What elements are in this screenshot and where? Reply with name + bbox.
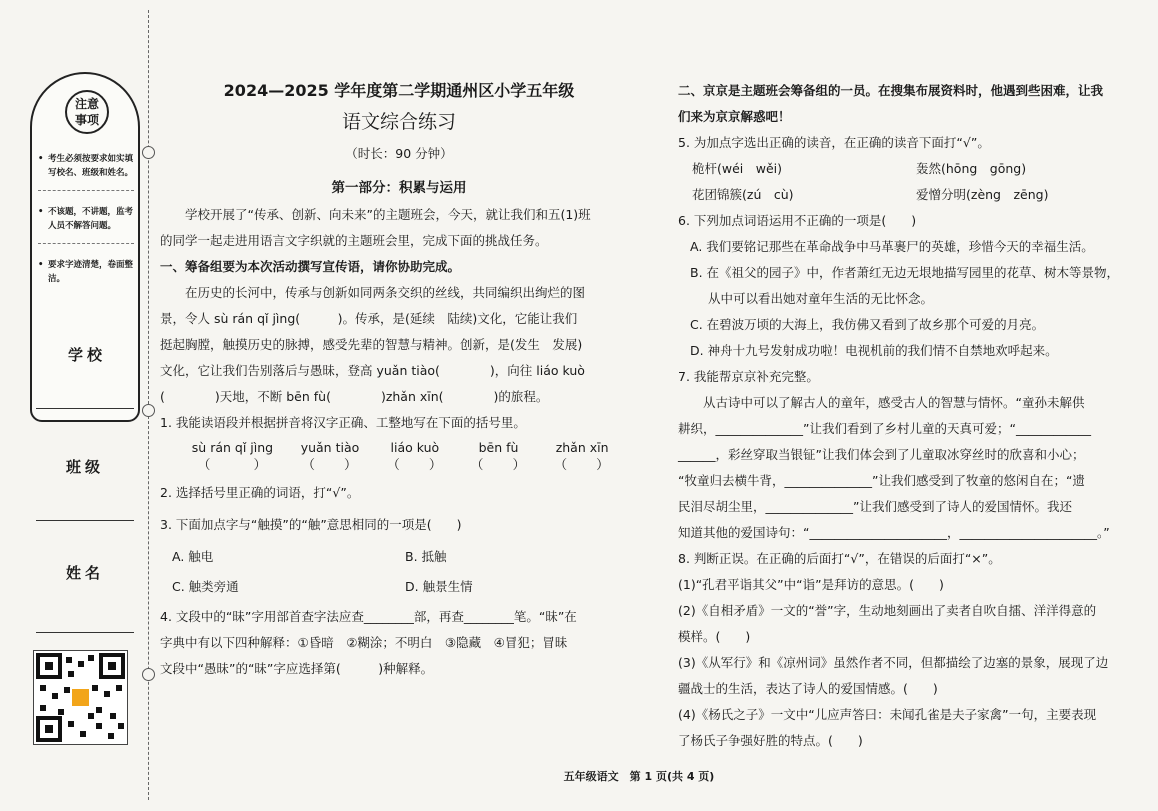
q5-item[interactable]: 花团锦簇(zú cù) <box>692 187 794 202</box>
binding-hole <box>142 668 155 681</box>
q6-option-c[interactable]: C. 在碧波万顷的大海上，我仿佛又看到了故乡那个可爱的月亮。 <box>690 317 1045 332</box>
question-5: 5. 为加点字选出正确的读音，在正确的读音下面打“√”。 <box>678 135 990 150</box>
pinyin-item <box>301 440 360 474</box>
answer-box[interactable]: （ ） <box>554 458 611 473</box>
badge-line-2: 事项 <box>74 113 99 127</box>
question-2: 2. 选择括号里正确的词语，打“√”。 <box>160 485 360 500</box>
section2-heading-cont: 们来为京京解惑吧！ <box>678 109 791 124</box>
pinyin-item <box>387 440 443 474</box>
q8-item-cont: 模样。( ) <box>678 629 751 644</box>
q7-line[interactable]: “牧童归去横牛背，______________”让我们感受到了牧童的悠闲自在；“遗 <box>678 473 1085 488</box>
q8-item[interactable]: (3)《从军行》和《凉州词》虽然作者不同，但都描绘了边塞的景象，展现了边 <box>678 655 1109 670</box>
left-column <box>160 78 638 682</box>
section1-heading: 一、筹备组要为本次活动撰写宣传语，请你协助完成。 <box>160 259 461 274</box>
question-8: 8. 判断正误。在正确的后面打“√”，在错误的后面打“×”。 <box>678 551 1001 566</box>
answer-box[interactable]: （ ） <box>386 458 443 473</box>
q6-option-d[interactable]: D. 神舟十九号发射成功啦！电视机前的我们情不自禁地欢呼起来。 <box>690 343 1058 358</box>
part1-title: 第一部分：积累与运用 <box>331 180 467 196</box>
pinyin-text: liáo kuò <box>390 440 440 455</box>
q5-item[interactable]: 爱憎分明(zèng zēng) <box>916 187 1049 202</box>
q8-item-cont: 了杨氏子争强好胜的特点。( ) <box>678 733 863 748</box>
q3-options-row <box>160 574 638 600</box>
q6-option-b[interactable]: B. 在《祖父的园子》中，作者萧红无边无垠地描写园里的花草、树木等景物， <box>690 265 1120 280</box>
pinyin-text: sù rán qǐ jìng <box>191 440 274 455</box>
passage-line: ( )天地，不断 bēn fù( )zhǎn xīn( )的旅程。 <box>160 389 549 404</box>
badge-line-1: 注意 <box>74 97 99 111</box>
intro-line: 学校开展了“传承、创新、向未来”的主题班会，今天，就让我们和五(1)班 <box>185 207 591 222</box>
passage-line: 在历史的长河中，传承与创新如同两条交织的丝线，共同编织出绚烂的图 <box>185 285 586 300</box>
class-field[interactable] <box>36 520 134 521</box>
q8-item[interactable]: (4)《杨氏之子》一文中“儿应声答曰：未闻孔雀是夫子家禽”一句，主要表现 <box>678 707 1097 722</box>
name-field[interactable] <box>36 632 134 633</box>
binding-hole <box>142 404 155 417</box>
question-1: 1. 我能读语段并根据拼音将汉字正确、工整地写在下面的括号里。 <box>160 415 526 430</box>
q5-items <box>678 156 1140 208</box>
qr-code <box>33 650 128 745</box>
q6-option-a[interactable]: A. 我们要铭记那些在革命战争中马革裹尸的英雄，珍惜今天的幸福生活。 <box>690 239 1094 254</box>
notice-list <box>38 152 134 310</box>
passage-line: 挺起胸膛，触摸历史的脉搏，感受先辈的智慧与精神。创新，是(发生 发展) <box>160 337 583 352</box>
q3-options-row <box>160 544 638 570</box>
q3-option-b[interactable]: B. 抵触 <box>405 549 447 564</box>
question-3: 3. 下面加点字与“触摸”的“触”意思相同的一项是( ) <box>160 517 462 532</box>
page-footer: 五年级语文 第 1 页(共 4 页) <box>563 770 715 783</box>
q8-item[interactable]: (1)“孔君平诣其父”中“诣”是拜访的意思。( ) <box>678 577 944 592</box>
q3-option-c[interactable]: C. 触类旁通 <box>172 579 239 594</box>
question-4-line: 字典中有以下四种解释：①昏暗 ②糊涂；不明白 ③隐藏 ④冒犯；冒昧 <box>160 635 568 650</box>
q3-option-d[interactable]: D. 触景生情 <box>405 579 473 594</box>
q5-item[interactable]: 轰然(hōng gōng) <box>916 161 1027 176</box>
q8-item-cont: 疆战士的生活，表达了诗人的爱国情感。( ) <box>678 681 938 696</box>
pinyin-text: bēn fù <box>478 440 519 455</box>
answer-box[interactable]: （ ） <box>197 458 268 473</box>
exam-title: 2024—2025 学年度第二学期通州区小学五年级 <box>223 81 575 100</box>
binding-hole <box>142 146 155 159</box>
q8-item[interactable]: (2)《自相矛盾》一文的“誉”字，生动地刻画出了卖者自吹自擂、洋洋得意的 <box>678 603 1097 618</box>
notice-item: • 不该题，不讲题，监考人员不解答问题。 <box>38 205 134 244</box>
notice-panel <box>30 72 140 422</box>
q7-line[interactable]: ______，彩丝穿取当银钲”让我们体会到了儿童取冰穿丝时的欣喜和小心； <box>678 447 1085 462</box>
section2-heading: 二、京京是主题班会筹备组的一员。在搜集布展资料时，他遇到些困难，让我 <box>678 83 1104 98</box>
sidebar <box>30 72 140 752</box>
question-4-line: 文段中“愚昧”的“昧”字应选择第( )种解释。 <box>160 661 434 676</box>
class-label: 班级 <box>65 458 104 476</box>
q7-line: 从古诗中可以了解古人的童年，感受古人的智慧与情怀。“童孙未解供 <box>703 395 1085 410</box>
pinyin-item <box>554 440 610 474</box>
exam-subtitle: 语文综合练习 <box>341 111 456 133</box>
notice-item: • 考生必须按要求如实填写校名、班级和姓名。 <box>38 152 134 191</box>
right-column <box>678 78 1140 754</box>
answer-box[interactable]: （ ） <box>470 458 527 473</box>
q7-line[interactable]: 民泪尽胡尘里，______________”让我们感受到了诗人的爱国情怀。我还 <box>678 499 1072 514</box>
intro-line: 的同学一起走进用语言文字织就的主题班会里，完成下面的挑战任务。 <box>160 233 548 248</box>
qr-code-graphic <box>34 651 127 744</box>
pinyin-text: zhǎn xīn <box>555 440 609 455</box>
notice-badge <box>65 90 109 134</box>
q7-line[interactable]: 耕织，______________”让我们看到了乡村儿童的天真可爱；“____________ <box>678 421 1091 436</box>
q3-option-a[interactable]: A. 触电 <box>172 549 214 564</box>
passage-line: 景，令人 sù rán qǐ jìng( )。传承，是(延续 陆续)文化，它能让我们 <box>160 311 578 326</box>
notice-item: • 要求字迹清楚，卷面整洁。 <box>38 258 134 296</box>
q6-option-b-cont: 从中可以看出她对童年生活的无比怀念。 <box>708 291 934 306</box>
pinyin-item <box>471 440 527 474</box>
pinyin-item <box>192 440 273 474</box>
q7-line[interactable]: 知道其他的爱国诗句：“______________________，______________________。” <box>678 525 1110 540</box>
question-4: 4. 文段中的“昧”字用部首查字法应查________部，再查________笔。“昧”在 <box>160 609 577 624</box>
q5-item[interactable]: 桅杆(wéi wěi) <box>692 161 783 176</box>
question-6: 6. 下列加点词语运用不正确的一项是( ) <box>678 213 917 228</box>
answer-box[interactable]: （ ） <box>301 458 358 473</box>
name-label: 姓名 <box>65 564 104 582</box>
school-field[interactable] <box>36 408 134 409</box>
school-label: 学校 <box>67 346 106 364</box>
passage-line: 文化，它让我们告别落后与愚昧，登高 yuǎn tiào( )，向往 liáo kuò <box>160 363 585 378</box>
question-7: 7. 我能帮京京补充完整。 <box>678 369 819 384</box>
exam-duration: （时长：90 分钟） <box>345 146 453 161</box>
pinyin-row <box>160 440 638 474</box>
pinyin-text: yuǎn tiào <box>300 440 360 455</box>
